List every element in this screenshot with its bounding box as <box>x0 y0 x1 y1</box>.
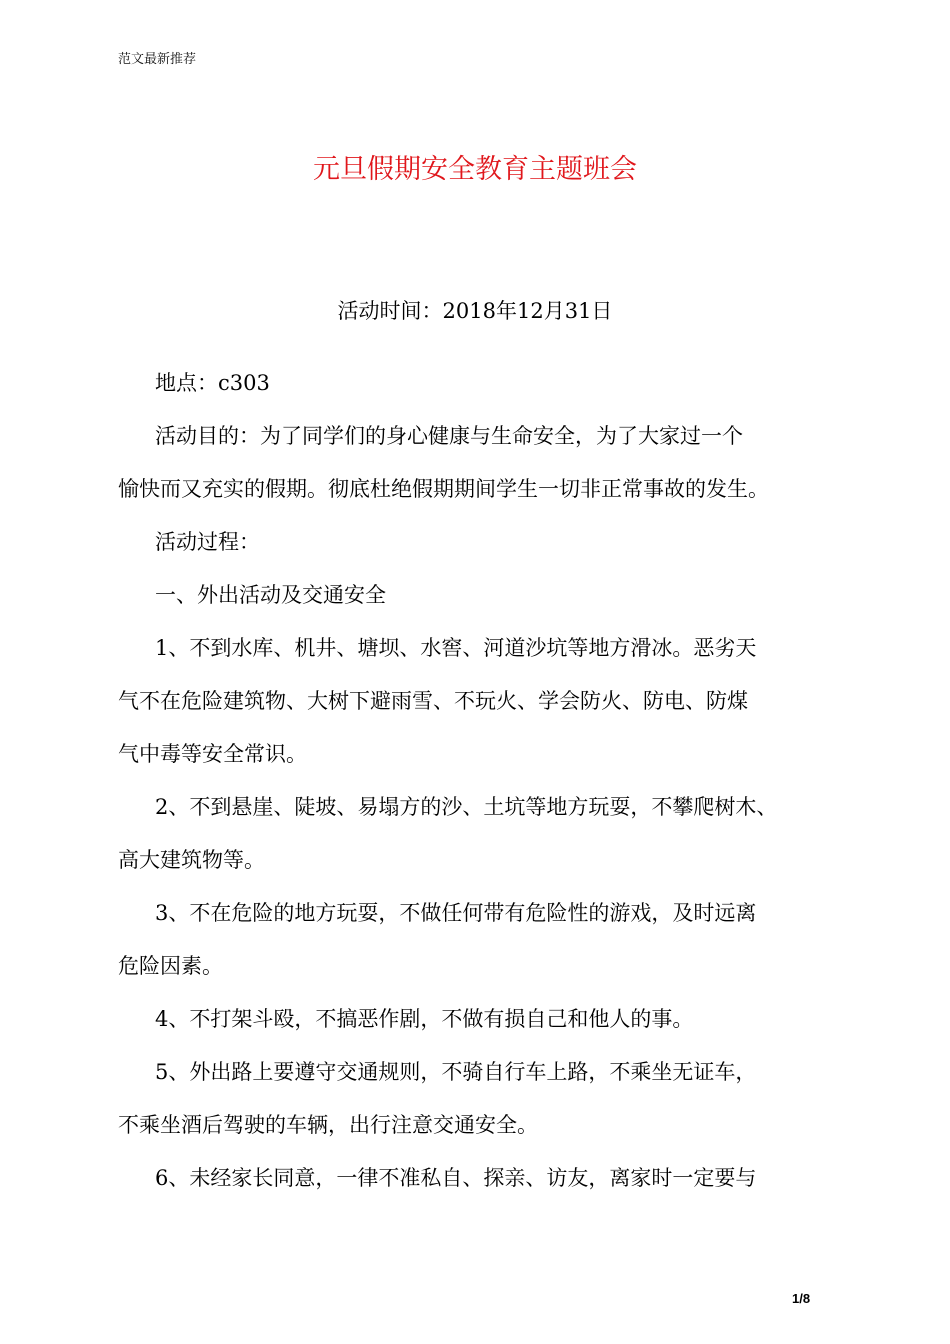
list-item-5-cont: 不乘坐酒后驾驶的车辆，出行注意交通安全。 <box>118 1113 538 1137</box>
section-heading-outdoor-safety: 一、外出活动及交通安全 <box>155 583 386 607</box>
list-item-1: 1、不到水库、机井、塘坝、水窖、河道沙坑等地方滑冰。恶劣天 <box>155 636 757 660</box>
paragraph-process: 活动过程： <box>155 530 260 554</box>
activity-date: 活动时间：2018年12月31日 <box>337 299 613 323</box>
paragraph-purpose: 活动目的：为了同学们的身心健康与生命安全，为了大家过一个 <box>155 424 743 448</box>
paragraph-purpose-cont: 愉快而又充实的假期。彻底杜绝假期期间学生一切非正常事故的发生。 <box>118 477 769 501</box>
list-item-1-cont-1: 气不在危险建筑物、大树下避雨雪、不玩火、学会防火、防电、防煤 <box>118 689 748 713</box>
paragraph-location: 地点：c303 <box>155 371 270 395</box>
header-label: 范文最新推荐 <box>118 52 197 67</box>
list-item-3-cont: 危险因素。 <box>118 954 223 978</box>
list-item-2-cont: 高大建筑物等。 <box>118 848 265 872</box>
document-title: 元旦假期安全教育主题班会 <box>313 154 637 185</box>
list-item-2: 2、不到悬崖、陡坡、易塌方的沙、土坑等地方玩耍，不攀爬树木、 <box>155 795 778 819</box>
list-item-3: 3、不在危险的地方玩耍，不做任何带有危险性的游戏，及时远离 <box>155 901 757 925</box>
page-number: 1/8 <box>792 1291 811 1306</box>
list-item-4: 4、不打架斗殴，不搞恶作剧，不做有损自己和他人的事。 <box>155 1007 694 1031</box>
list-item-5: 5、外出路上要遵守交通规则，不骑自行车上路，不乘坐无证车， <box>155 1060 757 1084</box>
list-item-1-cont-2: 气中毒等安全常识。 <box>118 742 307 766</box>
list-item-6: 6、未经家长同意，一律不准私自、探亲、访友，离家时一定要与 <box>155 1166 757 1190</box>
